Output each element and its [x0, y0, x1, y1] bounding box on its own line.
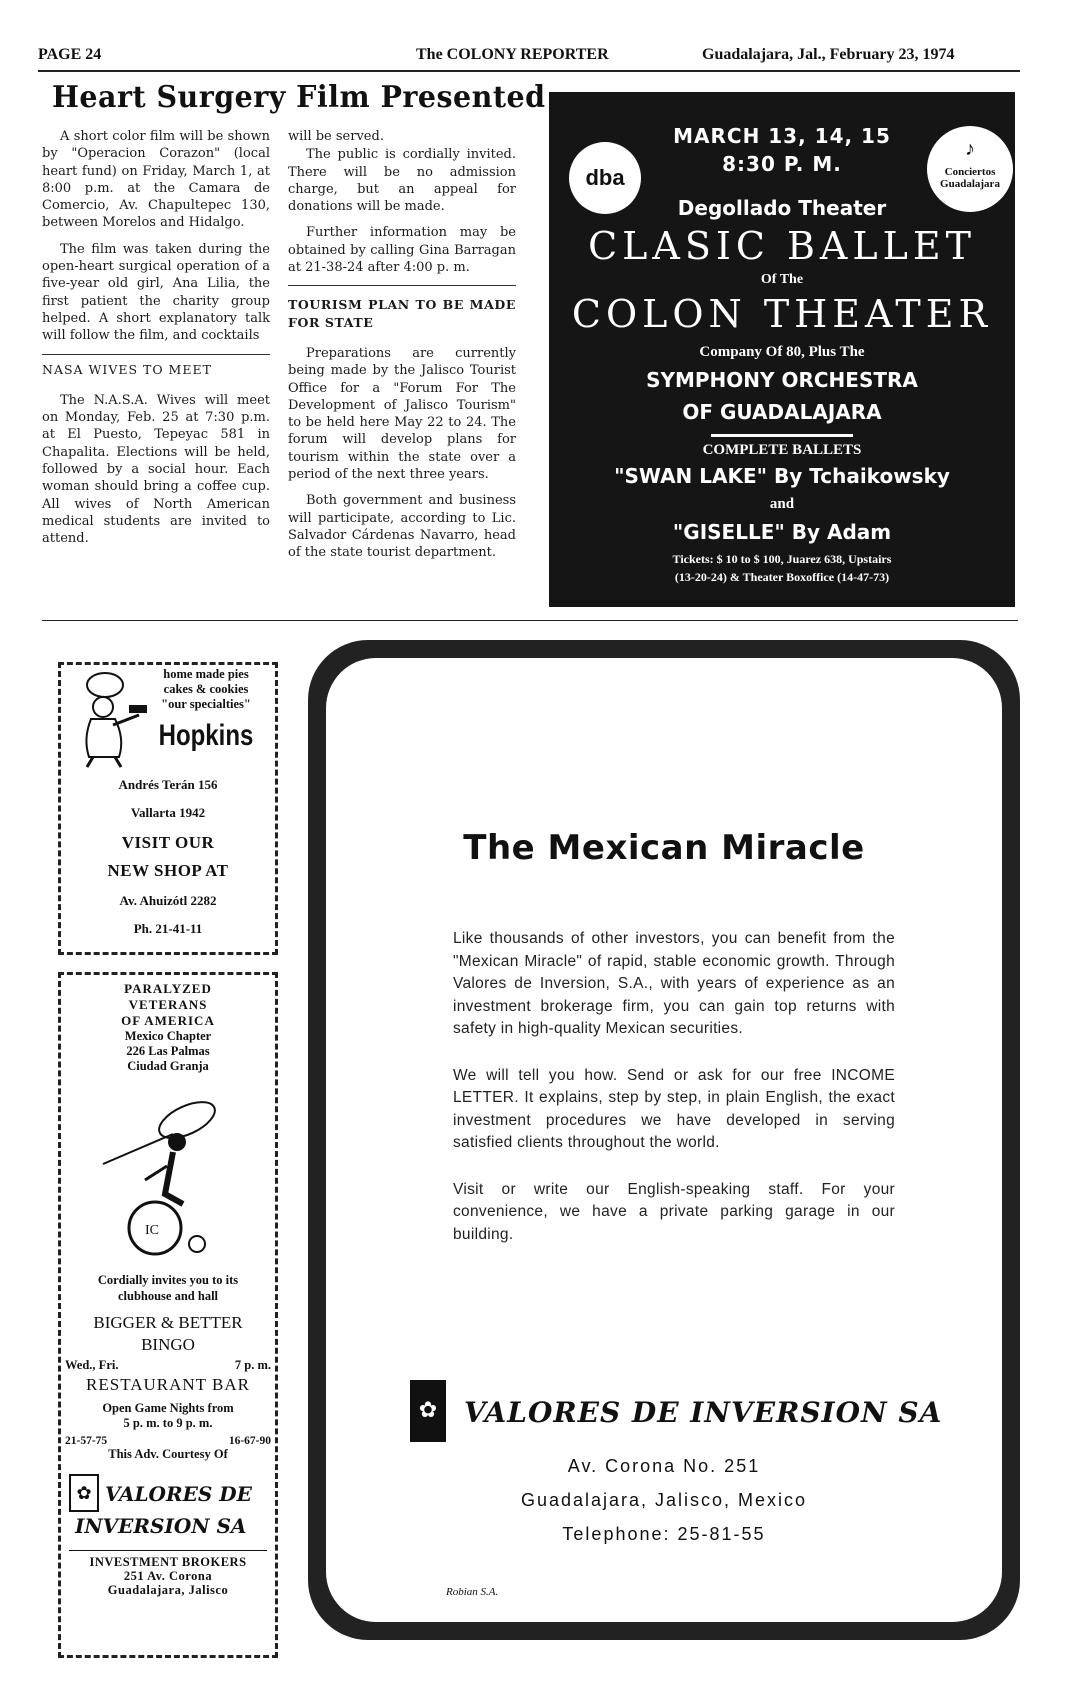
pva-schedule: Wed., Fri. 7 p. m.: [65, 1358, 271, 1372]
divider: [42, 354, 270, 355]
paragraph: The film was taken during the open-heart surgical operation of a five-year old girl, Ana Lilia, the first patient the charity group helped. A short explanatory talk will follow the film, and cocktails: [42, 241, 270, 344]
flower-icon: ✿: [69, 1474, 99, 1512]
page-number: PAGE 24: [38, 46, 102, 63]
pva-brokers: INVESTMENT BROKERS 251 Av. Corona Guadalajara, Jalisco: [89, 1555, 247, 1597]
ad-address-2: Guadalajara, Jalisco, Mexico: [520, 1490, 808, 1510]
ad-address-1: Av. Corona No. 251: [567, 1456, 761, 1476]
ballet-ad: [549, 92, 1015, 607]
ballet-title-2: COLON THEATER: [571, 292, 993, 336]
ballet-complete: COMPLETE BALLETS: [702, 442, 862, 458]
ballet-time: 8:30 P. M.: [722, 152, 842, 176]
divider: [711, 434, 853, 437]
mexican-miracle-ad: [308, 640, 1020, 1640]
section-rule: [42, 620, 1018, 621]
paragraph: We will tell you how. Send or ask for our free INCOME LETTER. It explains, step by step, in plain English, the exact investment procedures we have developed in serving satisfied clients throughout the world.: [453, 1066, 895, 1151]
paragraph: Further information may be obtained by calling Gina Barragan at 21-38-24 after 4:00 p. m.: [288, 225, 516, 276]
pva-bingo: BIGGER & BETTER BINGO: [93, 1313, 243, 1354]
ballet-of-the: Of The: [760, 272, 804, 287]
chef-icon: [69, 669, 149, 769]
ad-signature: Robian S.A.: [446, 1586, 499, 1598]
paper-title: The COLONY REPORTER: [416, 46, 609, 63]
dateline: Guadalajara, Jal., February 23, 1974: [702, 46, 955, 63]
paragraph: Visit or write our English-speaking staff. For your convenience, we have a private parking garage in our building.: [453, 1180, 895, 1243]
hopkins-visit-2: NEW SHOP AT: [107, 861, 229, 880]
section-head: TOURISM PLAN TO BE MADE FOR STATE: [288, 297, 516, 330]
article-column-2: [288, 128, 516, 571]
paragraph: Like thousands of other investors, you can benefit from the "Mexican Miracle" of rapid, stable economic growth. Through Valores de Inversion, S.A., with years of experience as an investment brokerage firm, you can gain top returns with safety in high-quality Mexican securities.: [453, 930, 895, 1037]
pva-address: Mexico Chapter 226 Las Palmas Ciudad Granja: [124, 1029, 212, 1073]
hopkins-address-1: Andrés Terán 156: [118, 777, 218, 792]
dba-logo: dba: [569, 142, 641, 214]
hopkins-phone: Ph. 21-41-11: [133, 921, 203, 936]
ballet-giselle: "GISELLE" By Adam: [672, 520, 892, 544]
ballet-tickets-1: Tickets: $ 10 to $ 100, Juarez 638, Upstairs: [672, 552, 892, 566]
svg-text:IC: IC: [145, 1223, 159, 1238]
ad-panel: [326, 658, 1002, 1622]
masthead-rule: [38, 70, 1020, 72]
section-head: NASA WIVES TO MEET: [42, 361, 212, 377]
pva-valores-logo: ✿ VALORES DE INVERSION SA: [61, 1474, 275, 1550]
ballet-and: and: [769, 496, 795, 512]
ballet-company: Company Of 80, Plus The: [699, 344, 865, 360]
pva-heading: PARALYZED VETERANS OF AMERICA: [121, 981, 215, 1028]
pva-courtesy: This Adv. Courtesy Of: [108, 1447, 228, 1461]
masthead: [38, 46, 1020, 68]
ballet-dates: MARCH 13, 14, 15: [673, 124, 891, 148]
ad-headline: The Mexican Miracle: [463, 828, 865, 868]
paragraph: The public is cordially invited. There will be no admission charge, but an appeal for donations will be made.: [288, 147, 516, 215]
hopkins-name: Hopkins: [158, 719, 254, 752]
pva-phones: 21-57-75 16-67-90: [65, 1435, 271, 1447]
ad-phone: Telephone: 25-81-55: [562, 1524, 766, 1544]
article-headline: Heart Surgery Film Presented: [52, 80, 546, 115]
paragraph: Preparations are currently being made by the Jalisco Tourist Office for a "Forum For The Development of Jalisco Tourism" to be held here May 22 to 24. The forum will develop plans for tourism within the state over a period of the next three years.: [288, 345, 516, 483]
ballet-orchestra-2: OF GUADALAJARA: [682, 400, 882, 424]
flower-icon: ✿: [410, 1380, 446, 1442]
article-column-1: [42, 128, 270, 557]
paragraph: A short color film will be shown by "Operacion Corazon" (local heart fund) on Friday, March 1, at 8:00 p.m. at the Camara de Comercio, Av. Chapultepec 130, between Morelos and Hidalgo.: [42, 129, 270, 231]
hopkins-ad: [58, 662, 278, 955]
ballet-swan-lake: "SWAN LAKE" By Tchaikowsky: [614, 464, 950, 488]
paragraph: Both government and business will participate, according to Lic. Salvador Cárdenas Navarro, head of the state tourist department.: [288, 493, 516, 561]
ballet-venue: Degollado Theater: [677, 196, 887, 220]
note-icon: ♪: [965, 138, 975, 160]
conciertos-logo: ♪ Conciertos Guadalajara: [927, 126, 1013, 212]
hopkins-visit-1: VISIT OUR: [121, 833, 215, 852]
hopkins-tagline: home made pies cakes & cookies "our specialties": [161, 667, 251, 711]
divider: [288, 285, 516, 286]
ballet-orchestra-1: SYMPHONY ORCHESTRA: [646, 368, 918, 392]
hopkins-address-3: Av. Ahuizótl 2282: [119, 893, 217, 908]
valores-logo: VALORES DE INVERSION SA: [464, 1396, 943, 1429]
paragraph: will be served.: [288, 129, 384, 144]
wheelchair-player-icon: [93, 1094, 243, 1264]
pva-ad: [58, 972, 278, 1658]
ballet-tickets-2: (13-20-24) & Theater Boxoffice (14-47-73): [674, 570, 890, 584]
ballet-title-1: CLASIC BALLET: [588, 224, 976, 268]
hopkins-address-2: Vallarta 1942: [130, 805, 206, 820]
paragraph: The N.A.S.A. Wives will meet on Monday, Feb. 25 at 7:30 p.m. at El Puesto, Tepeyac 581 in Chapalita. Elections will be held, followed by a social hour. Each woman should bring a coffee cup. All wives of North American medical students are invited to attend.: [42, 392, 270, 547]
pva-restaurant: RESTAURANT BAR: [86, 1375, 250, 1394]
pva-open: Open Game Nights from 5 p. m. to 9 p. m.: [102, 1401, 234, 1430]
ad-body: [453, 928, 895, 1270]
pva-invite: Cordially invites you to its clubhouse and hall: [97, 1273, 239, 1303]
